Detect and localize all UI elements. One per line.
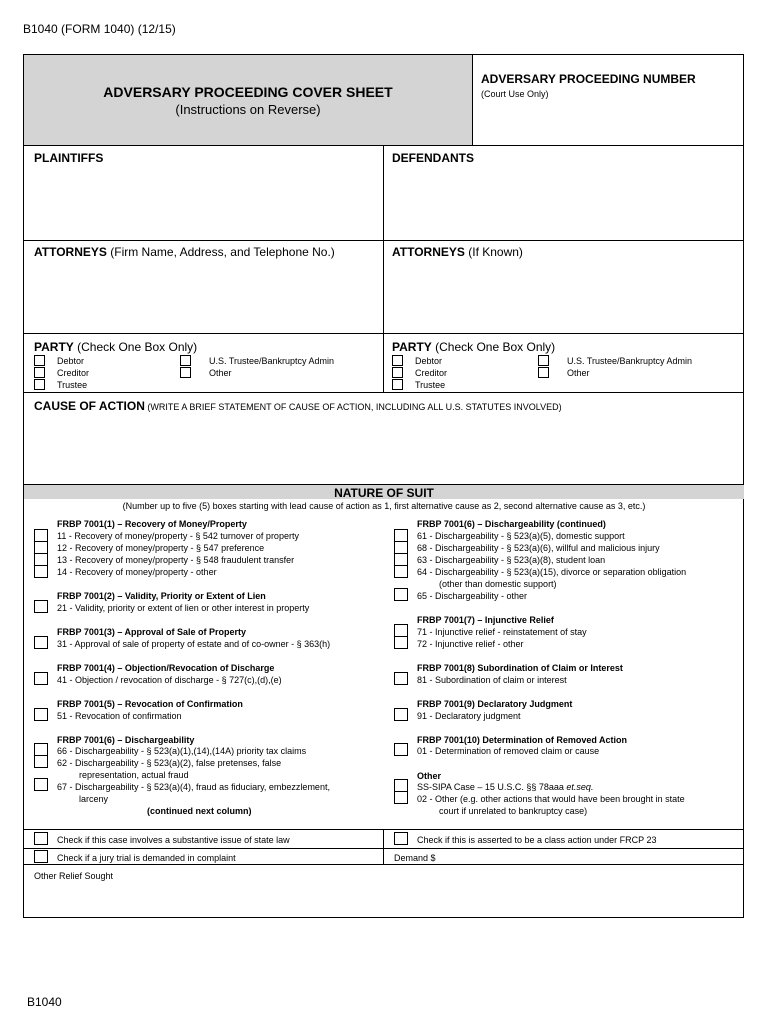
party-left-creditor-checkbox[interactable] — [34, 367, 45, 378]
nature-02-checkbox[interactable] — [394, 791, 408, 804]
party-right-debtor-label: Debtor — [415, 356, 443, 366]
proceeding-number-label: ADVERSARY PROCEEDING NUMBER — [481, 72, 696, 86]
page-subtitle: (Instructions on Reverse) — [175, 102, 321, 117]
attorneys-right-field[interactable] — [390, 262, 738, 328]
defendants-field[interactable] — [390, 168, 738, 236]
party-left-creditor-label: Creditor — [57, 368, 90, 378]
right-g2-heading: FRBP 7001(7) – Injunctive Relief — [417, 615, 554, 625]
party-right-trustee-label: Trustee — [415, 380, 446, 390]
nature-01-label: 01 - Determination of removed claim or cause — [417, 746, 600, 756]
other-relief-field[interactable] — [30, 884, 738, 914]
nature-61-label: 61 - Dischargeability - § 523(a)(5), domestic support — [417, 531, 625, 541]
form-header: B1040 (FORM 1040) (12/15) — [23, 22, 176, 36]
party-right-other-checkbox[interactable] — [538, 367, 549, 378]
state-law-checkbox[interactable] — [34, 832, 48, 845]
nature-13-label: 13 - Recovery of money/property - § 548 fraudulent transfer — [57, 555, 295, 565]
party-right-other-label: Other — [567, 368, 590, 378]
nature-11-label: 11 - Recovery of money/property - § 542 turnover of property — [57, 531, 299, 541]
nature-66-label: 66 - Dischargeability - § 523(a)(1),(14),(14A) priority tax claims — [57, 746, 307, 756]
party-left-other-checkbox[interactable] — [180, 367, 191, 378]
nature-81-label: 81 - Subordination of claim or interest — [417, 675, 567, 685]
nature-51-checkbox[interactable] — [34, 708, 48, 721]
attorneys-left-field[interactable] — [30, 262, 378, 328]
class-action-checkbox[interactable] — [394, 832, 408, 845]
nature-62-checkbox[interactable] — [34, 755, 48, 768]
nature-65-checkbox[interactable] — [394, 588, 408, 601]
nature-62-label: 62 - Dischargeability - § 523(a)(2), false pretenses, false — [57, 758, 282, 768]
nature-63-label: 63 - Dischargeability - § 523(a)(8), student loan — [417, 555, 606, 565]
nature-64-label: 64 - Dischargeability - § 523(a)(15), divorce or separation obligation — [417, 567, 687, 577]
party-right-creditor-checkbox[interactable] — [392, 367, 403, 378]
party-right-ustrustee-label: U.S. Trustee/Bankruptcy Admin — [567, 356, 693, 366]
nature-67-label-cont: larceny — [79, 794, 109, 804]
party-right-creditor-label: Creditor — [415, 368, 448, 378]
attorneys-left-label: ATTORNEYS (Firm Name, Address, and Telephone No.) — [34, 245, 335, 259]
nature-31-label: 31 - Approval of sale of property of estate and of co-owner - § 363(h) — [57, 639, 331, 649]
plaintiffs-label: PLAINTIFFS — [34, 151, 104, 165]
party-left-debtor-label: Debtor — [57, 356, 85, 366]
party-left-label: PARTY (Check One Box Only) — [34, 340, 198, 354]
nature-71-label: 71 - Injunctive relief - reinstatement of stay — [417, 627, 587, 637]
nature-41-checkbox[interactable] — [34, 672, 48, 685]
nature-sipa-label: SS-SIPA Case – 15 U.S.C. §§ 78aaa et.seq. — [417, 782, 594, 792]
nature-12-label: 12 - Recovery of money/property - § 547 preference — [57, 543, 265, 553]
nature-of-suit-title: NATURE OF SUIT — [334, 486, 434, 500]
nature-64-label-cont: (other than domestic support) — [439, 579, 557, 589]
jury-trial-label: Check if a jury trial is demanded in complaint — [57, 853, 236, 863]
party-right-debtor-checkbox[interactable] — [392, 355, 403, 366]
nature-31-checkbox[interactable] — [34, 636, 48, 649]
right-g4-heading: FRBP 7001(9) Declaratory Judgment — [417, 699, 573, 709]
continued-note: (continued next column) — [147, 806, 252, 816]
right-g5-heading: FRBP 7001(10) Determination of Removed Action — [417, 735, 628, 745]
nature-14-checkbox[interactable] — [34, 565, 48, 578]
nature-68-label: 68 - Dischargeability - § 523(a)(6), willful and malicious injury — [417, 543, 660, 553]
left-g2-heading: FRBP 7001(2) – Validity, Priority or Extent of Lien — [57, 591, 266, 601]
nature-72-label: 72 - Injunctive relief - other — [417, 639, 524, 649]
nature-21-label: 21 - Validity, priority or extent of lien or other interest in property — [57, 603, 310, 613]
nature-91-checkbox[interactable] — [394, 708, 408, 721]
left-g6-heading: FRBP 7001(6) – Dischargeability — [57, 735, 195, 745]
left-g4-heading: FRBP 7001(4) – Objection/Revocation of Discharge — [57, 663, 275, 673]
title-panel — [24, 55, 472, 145]
party-right-trustee-checkbox[interactable] — [392, 379, 403, 390]
attorneys-right-label: ATTORNEYS (If Known) — [392, 245, 523, 259]
form-footer: B1040 — [27, 995, 62, 1009]
defendants-label: DEFENDANTS — [392, 151, 475, 165]
party-left-other-label: Other — [209, 368, 232, 378]
nature-67-label: 67 - Dischargeability - § 523(a)(4), fraud as fiduciary, embezzlement, — [57, 782, 330, 792]
nature-72-checkbox[interactable] — [394, 636, 408, 649]
nature-41-label: 41 - Objection / revocation of discharge - § 727(c),(d),(e) — [57, 675, 282, 685]
nature-62-label-cont: representation, actual fraud — [79, 770, 189, 780]
nature-02-label-cont: court if unrelated to bankruptcy case) — [439, 806, 588, 816]
nature-14-label: 14 - Recovery of money/property - other — [57, 567, 217, 577]
party-left-ustrustee-checkbox[interactable] — [180, 355, 191, 366]
plaintiffs-field[interactable] — [30, 168, 378, 236]
left-g5-heading: FRBP 7001(5) – Revocation of Confirmation — [57, 699, 243, 709]
party-left-trustee-checkbox[interactable] — [34, 379, 45, 390]
nature-64-checkbox[interactable] — [394, 565, 408, 578]
cause-of-action-field[interactable] — [30, 414, 738, 480]
party-left-debtor-checkbox[interactable] — [34, 355, 45, 366]
demand-label: Demand $ — [394, 853, 436, 863]
nature-81-checkbox[interactable] — [394, 672, 408, 685]
nature-02-label: 02 - Other (e.g. other actions that would have been brought in state — [417, 794, 685, 804]
party-right-ustrustee-checkbox[interactable] — [538, 355, 549, 366]
nature-67-checkbox[interactable] — [34, 778, 48, 791]
party-right-label: PARTY (Check One Box Only) — [392, 340, 556, 354]
nature-91-label: 91 - Declaratory judgment — [417, 711, 521, 721]
party-left-trustee-label: Trustee — [57, 380, 88, 390]
left-g3-heading: FRBP 7001(3) – Approval of Sale of Property — [57, 627, 247, 637]
nature-01-checkbox[interactable] — [394, 743, 408, 756]
nature-51-label: 51 - Revocation of confirmation — [57, 711, 182, 721]
demand-field[interactable] — [444, 850, 734, 863]
right-g3-heading: FRBP 7001(8) Subordination of Claim or Interest — [417, 663, 623, 673]
nature-of-suit-note: (Number up to five (5) boxes starting with lead cause of action as 1, first alternative cause as 2, second alternative cause as 3, etc.) — [122, 501, 646, 511]
left-g1-heading: FRBP 7001(1) – Recovery of Money/Property — [57, 519, 247, 529]
page-title: ADVERSARY PROCEEDING COVER SHEET — [103, 84, 393, 100]
party-left-ustrustee-label: U.S. Trustee/Bankruptcy Admin — [209, 356, 335, 366]
state-law-label: Check if this case involves a substantive issue of state law — [57, 835, 290, 845]
class-action-label: Check if this is asserted to be a class action under FRCP 23 — [417, 835, 657, 845]
nature-21-checkbox[interactable] — [34, 600, 48, 613]
proceeding-number-note: (Court Use Only) — [481, 89, 549, 99]
right-g1-heading: FRBP 7001(6) – Dischargeability (continued) — [417, 519, 606, 529]
cause-of-action-label: CAUSE OF ACTION (WRITE A BRIEF STATEMENT OF CAUSE OF ACTION, INCLUDING ALL U.S. STATUTES INVOLVED) — [34, 399, 562, 413]
right-g6-heading: Other — [417, 771, 442, 781]
jury-trial-checkbox[interactable] — [34, 850, 48, 863]
other-relief-label: Other Relief Sought — [34, 871, 114, 881]
nature-65-label: 65 - Dischargeability - other — [417, 591, 528, 601]
